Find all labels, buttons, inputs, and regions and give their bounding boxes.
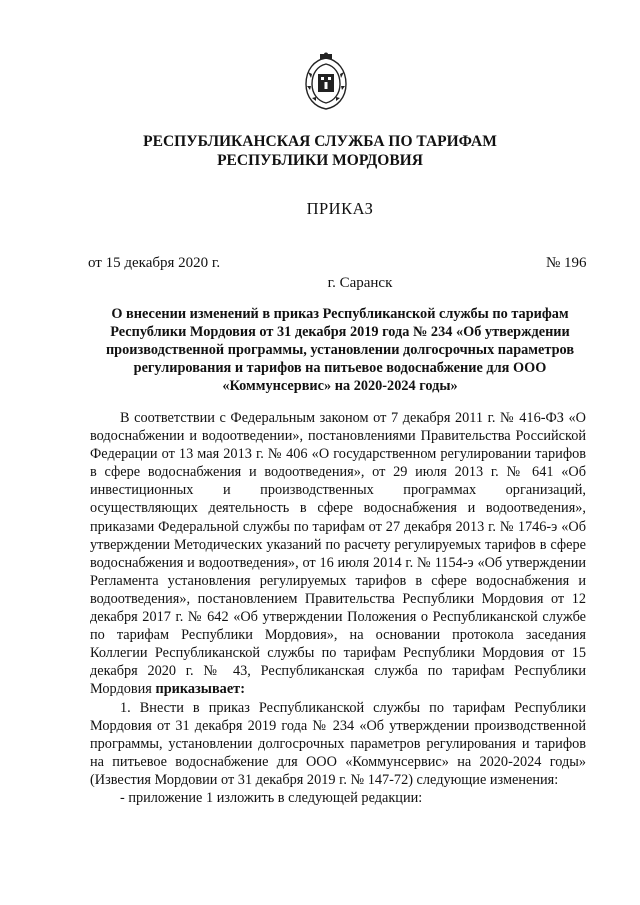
preamble-paragraph	[90, 409, 586, 699]
order-number: № 196	[546, 255, 587, 271]
organization-name-line1: РЕСПУБЛИКАНСКАЯ СЛУЖБА ПО ТАРИФАМ	[143, 133, 497, 150]
clause-1-paragraph: 1. Внести в приказ Республиканской службы по тарифам Республики Мордовия от 31 декабря 2019 года № 234 «Об утверждении производственной программы, установлении долгосрочных параметров регулирования и тарифов на питьевое водоснабжение для ООО «Коммунсервис» на 2020-2024 годы» (Известия Мордовии от 31 декабря 2019 г. № 147-72) следующие изменения:	[90, 699, 586, 788]
preamble-text: В соответствии с Федеральным законом от 7 декабря 2011 г. № 416-ФЗ «О водоснабжении и водоотведении», постановлениями Правительства Российской Федерации от 13 мая 2013 г. № 406 «О государственном регулировании тарифов в сфере водоснабжения и водоотведения», от 29 июля 2013 г. № 641 «Об инвестиционных и производственных программах организаций, осуществляющих деятельность в сфере водоснабжения и водоотведения», приказами Федеральной службы по тарифам от 27 декабря 2013 г. № 1746-э «Об утверждении Методических указаний по расчету регулируемых тарифов в сфере водоснабжения и водоотведения», от 16 июля 2014 г. № 1154-э «Об утверждении Регламента установления регулируемых тарифов в сфере водоснабжения и водоотведения», постановлением Правительства Республики Мордовия от 12 декабря 2017 г. № 642 «Об утверждении Положения о Республиканской службе по тарифам Республики Мордовия», на основании протокола заседания Коллегии Республиканской службы по тарифам Республики Мордовия от 15 декабря 2020 г. № 43, Республиканская служба по тарифам Республики Мордовия	[90, 410, 586, 698]
clause-1-item-paragraph: - приложение 1 изложить в следующей редакции:	[120, 789, 423, 806]
order-date: от 15 декабря 2020 г.	[88, 255, 221, 271]
order-body	[90, 409, 586, 807]
organization-name	[0, 132, 640, 170]
orders-keyword: приказывает:	[155, 681, 245, 698]
city: г. Саранск	[327, 275, 393, 291]
organization-name-line2: РЕСПУБЛИКИ МОРДОВИЯ	[217, 152, 423, 169]
order-subject: О внесении изменений в приказ Республиканской службы по тарифам Республики Мордовия от 31 декабря 2019 года № 234 «Об утверждении производственной программы, установлении долгосрочных параметров регулирования и тарифов на питьевое водоснабжение для ООО «Коммунсервис» на 2020-2024 годы»	[105, 306, 575, 394]
document-type: ПРИКАЗ	[306, 199, 374, 218]
coat-of-arms-icon	[300, 52, 352, 112]
